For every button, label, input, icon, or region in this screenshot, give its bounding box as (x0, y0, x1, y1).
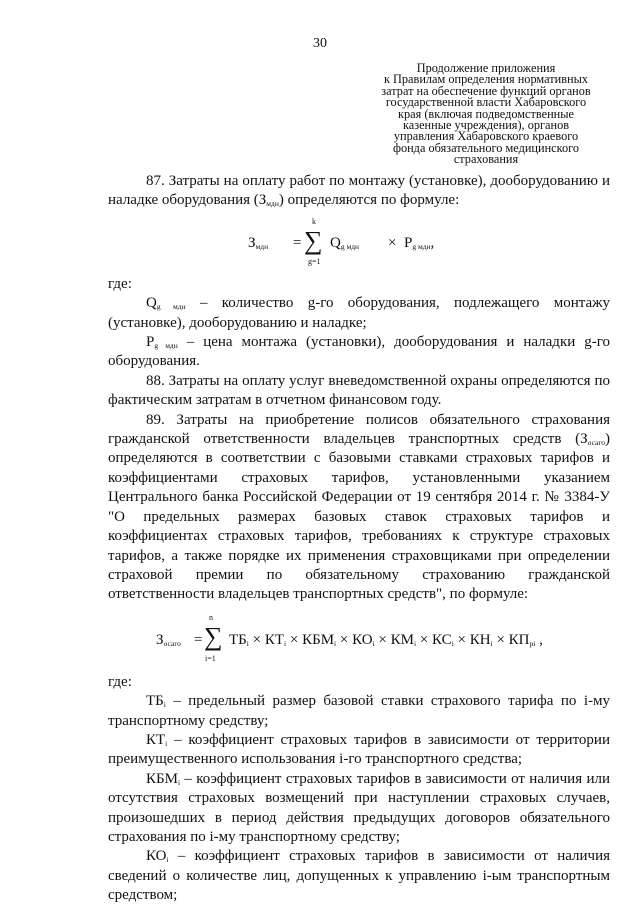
formula-mdn: $З_{мдн}$ = k ∑ g=1 $Q_{g мдн}$ × $P_{g мдн}$, (248, 216, 435, 266)
definition-tb: $ТБ_i$ – предельный размер базовой ставки страхового тарифа по i-му транспортному средству; (108, 693, 610, 729)
times-sign: × (374, 631, 391, 648)
definition-kt: $КТ_i$ – коэффициент страховых тарифов в зависимости от территории преимущественного использования i-го транспортного средства; (108, 731, 610, 768)
appendix-line: страхования (453, 152, 519, 167)
paragraph-88: 88. Затраты на оплату услуг вневедомственной охраны определяются по фактическим затратам в отчетном финансовом году. (108, 372, 610, 409)
appendix-line: к Правилам определения нормативных (383, 72, 589, 87)
times-sign: × (492, 631, 509, 648)
times-sign: × (453, 631, 470, 648)
formula-term: $ТБ_i$ (229, 631, 249, 648)
definition-p: $P_{g мдн}$ – цена монтажа (установки), дооборудования и наладки g-го оборудования. (108, 334, 610, 370)
where-label: где: (108, 275, 132, 292)
appendix-line: затрат на обеспечение функций органов (381, 83, 591, 98)
formula-term: $КО_i$ (352, 631, 375, 648)
appendix-header (372, 63, 600, 166)
symbol: З (258, 192, 267, 209)
formula-term: $КМ_i$ (390, 631, 417, 648)
formula-term: $КН_i$ (469, 631, 493, 648)
page-number: 30 (313, 36, 327, 51)
formula-osago: $З_{осаго}$ = n ∑ i=1 $ТБ_i \times КТ_i \times КБМ_i \times КО_i \times КМ_i \times КС_i \times КН_i \times КП_{pi}$ , (156, 612, 543, 663)
times-sign: × (336, 631, 353, 648)
definition-q: $Q_{g мдн}$ – количество g-го оборудования, подлежащего монтажу (установке), дооборудованию и наладке; (108, 295, 610, 331)
appendix-line: управления Хабаровского краевого (393, 129, 579, 144)
formula-term: $КТ_i$ (264, 631, 287, 648)
appendix-line: государственной власти Хабаровского (385, 95, 587, 110)
formula-tail: , (535, 631, 543, 648)
appendix-line: фонда обязательного медицинского (392, 140, 579, 155)
document-body (108, 172, 610, 906)
paragraph-87: 87. Затраты на оплату работ по монтажу (установке), дооборудованию и наладке оборудования $(З_{мдн})$ определяются по формуле: (108, 173, 610, 209)
where-label: где: (108, 673, 132, 690)
times-sign: × (286, 631, 303, 648)
definition-kbm: $КБМ_i$ – коэффициент страховых тарифов в зависимости от наличия или отсутствия страховых возмещений при наступлении страховых случаев, произошедших в период действия предыдущих договоров обязательного страхования по i-му транспортному средству; (108, 770, 610, 845)
paragraph-89: 89. Затраты на приобретение полисов обязательного страхования гражданской ответственности владельцев транспортных средств $(З_{осаго})$ определяются в соответствии с базовыми ставками страховых тарифов и коэффициентами страховых тарифов, установленными указанием Центрального банка Российской Федерации от 19 сентября 2014 г. № 3384-У "О предельных размерах базовых ставок страховых тарифов и коэффициентах страховых тарифов, требованиях к структуре страховых тарифов, а также порядке их применения страховщиками при определении страховой премии по обязательному страхованию гражданской ответственности владельцев транспортных средств", по формуле: (108, 411, 610, 603)
definition-ko: $КО_i$ – коэффициент страховых тарифов в зависимости от наличия сведений о количестве лиц, допущенных к управлению i-ым транспортным средством; (108, 848, 610, 904)
appendix-line: края (включая подведомственные (398, 106, 574, 121)
appendix-line: Продолжение приложения (416, 61, 556, 75)
formula-term: $КБМ_i$ (302, 631, 337, 648)
times-sign: × (416, 631, 433, 648)
appendix-line: казенные учреждения), органов (402, 118, 570, 133)
formula-term: $КС_i$ (432, 631, 454, 648)
times-sign: × (248, 631, 265, 648)
formula-term: $КП_{pi}$ (508, 631, 536, 648)
